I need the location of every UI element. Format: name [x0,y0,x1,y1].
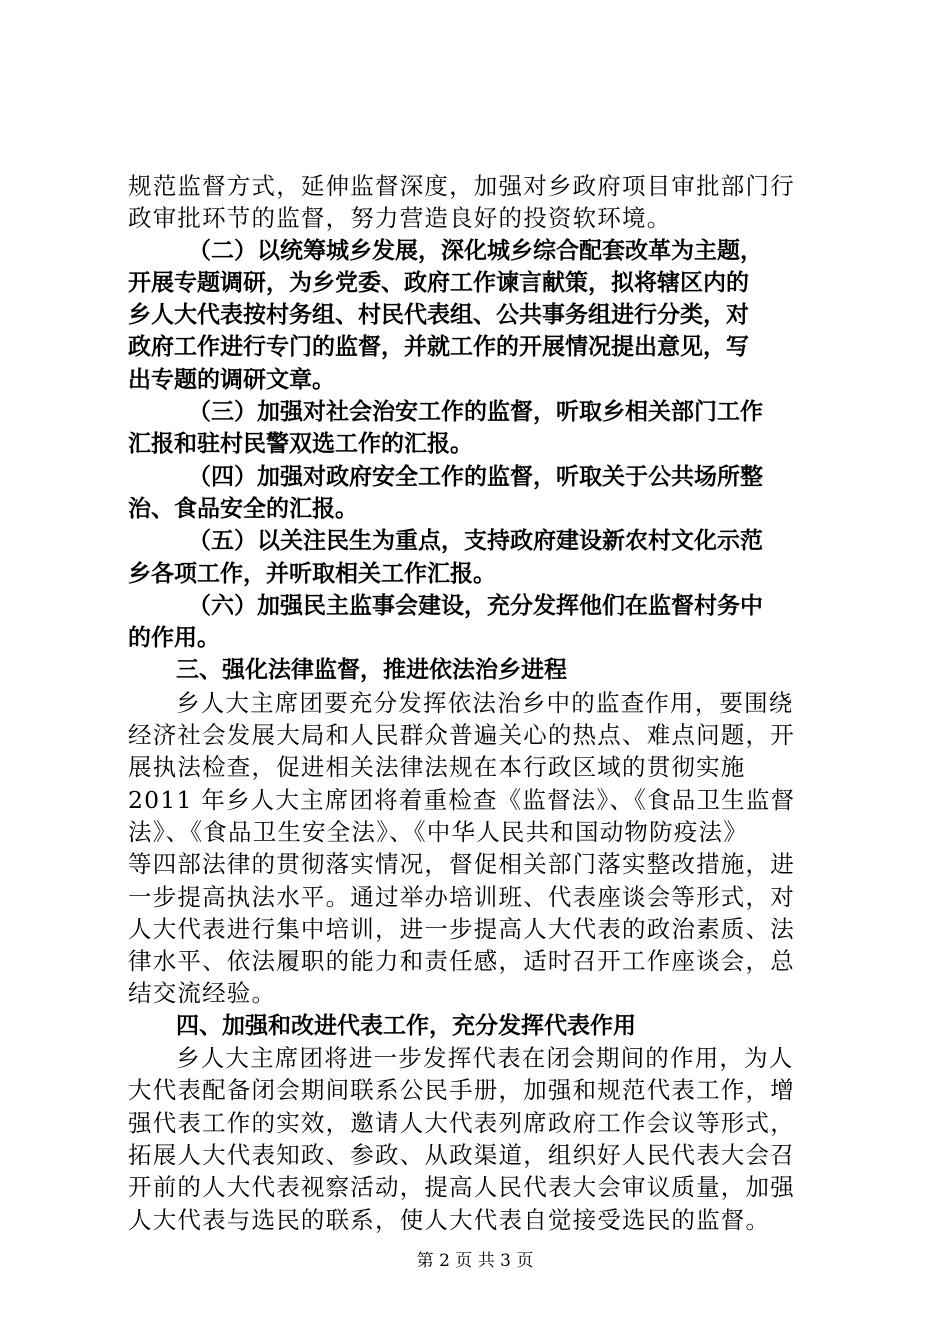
text-line: 乡人大主席团要充分发挥依法治乡中的监查作用，要围绕 [176,688,794,717]
text-line: 律水平、依法履职的能力和责任感，适时召开工作座谈会，总 [128,947,795,976]
text-line: 等四部法律的贯彻落实情况，督促相关部门落实整改措施，进 [128,850,795,879]
text-line: 的作用。 [128,625,220,652]
text-line: 规范监督方式，延伸监督深度，加强对乡政府项目审批部门行 [128,172,795,200]
text-line: 一步提高执法水平。通过举办培训班、代表座谈会等形式，对 [128,882,795,911]
text-line: 开展专题调研，为乡党委、政府工作谏言献策，拟将辖区内的 [128,269,749,296]
text-line: （三）加强对社会治安工作的监督，听取乡相关部门工作 [188,399,763,426]
text-line: 展执法检查，促进相关法律法规在本行政区域的贯彻实施 [128,753,746,782]
text-line: 四、加强和改进代表工作，充分发挥代表作用 [176,1012,636,1039]
text-line: 出专题的调研文章。 [128,366,335,393]
text-line: 乡人大代表按村务组、村民代表组、公共事务组进行分类，对 [128,302,749,329]
text-line: 汇报和驻村民警双选工作的汇报。 [128,431,473,458]
text-line: 乡各项工作，并听取相关工作汇报。 [128,560,496,587]
text-line: 人大代表与选民的联系，使人大代表自觉接受选民的监督。 [128,1205,771,1234]
text-line: （二）以统筹城乡发展，深化城乡综合配套改革为主题， [188,237,763,264]
text-line: 三、强化法律监督，推进依法治乡进程 [176,657,567,684]
text-line: 2011 年乡人大主席团将着重检查《监督法》、《食品卫生监督 [128,785,796,814]
text-line: 治、食品安全的汇报。 [128,495,358,522]
text-line: 政审批环节的监督，努力营造良好的投资软环境。 [128,204,672,233]
document-body [128,170,828,1236]
text-line: 人大代表进行集中培训，进一步提高人大代表的政治素质、法 [128,914,795,943]
text-line: （五）以关注民生为重点，支持政府建设新农村文化示范 [188,528,763,555]
page-footer: 第 2 页 共 3 页 [416,1251,534,1271]
text-line: 开前的人大代表视察活动，提高人民代表大会审议质量，加强 [128,1173,795,1202]
text-line: 大代表配备闭会期间联系公民手册，加强和规范代表工作，增 [128,1076,795,1105]
text-line: 结交流经验。 [128,979,277,1008]
text-line: （四）加强对政府安全工作的监督，听取关于公共场所整 [188,463,763,490]
text-line: （六）加强民主监事会建设，充分发挥他们在监督村务中 [188,592,763,619]
text-line: 乡人大主席团将进一步发挥代表在闭会期间的作用，为人 [176,1044,794,1073]
text-line: 法》、《食品卫生安全法》、《中华人民共和国动物防疫法》 [128,817,748,846]
text-line: 强代表工作的实效，邀请人大代表列席政府工作会议等形式， [128,1108,795,1137]
text-line: 拓展人大代表知政、参政、从政渠道，组织好人民代表大会召 [128,1140,795,1169]
text-line: 政府工作进行专门的监督，并就工作的开展情况提出意见，写 [128,334,749,361]
text-line: 经济社会发展大局和人民群众普遍关心的热点、难点问题，开 [128,721,795,750]
